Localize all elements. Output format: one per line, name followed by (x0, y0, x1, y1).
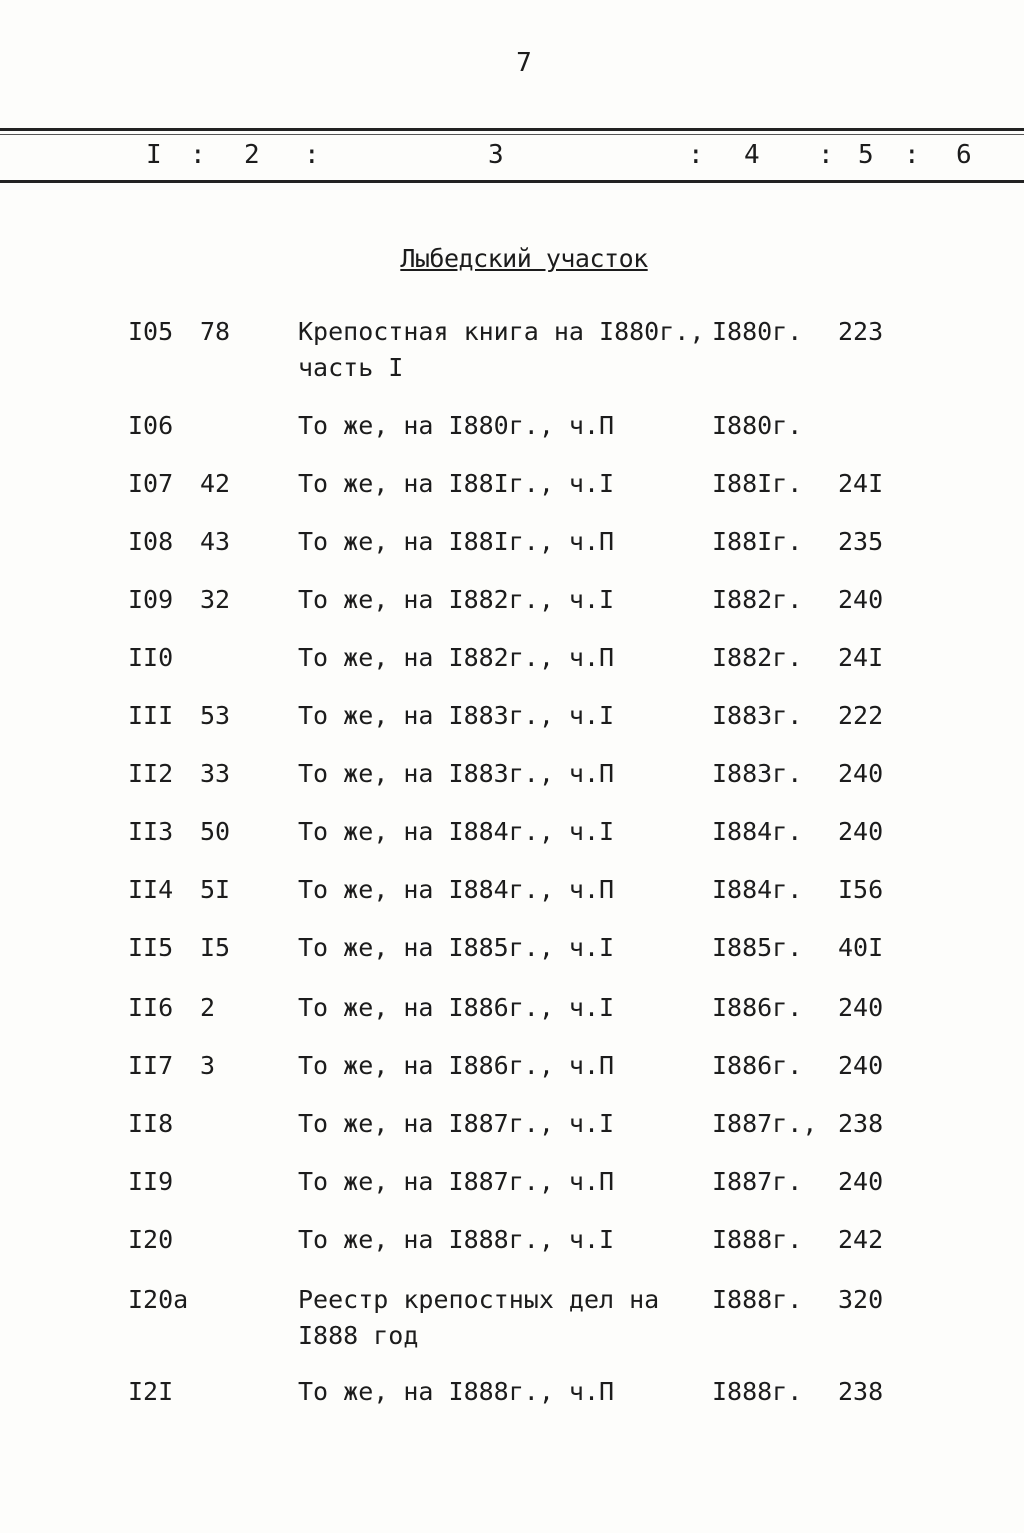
column-separator: : (190, 140, 206, 170)
item-date: I886г. (712, 1051, 803, 1080)
column-separator: : (904, 140, 920, 170)
header-top-rule (0, 128, 1024, 131)
item-number: II5 (128, 933, 174, 962)
column-separator: : (818, 140, 834, 170)
item-title (298, 1222, 614, 1258)
item-title-line: То же, на I884г., ч.I (298, 817, 615, 846)
item-title-line: То же, на I886г., ч.П (298, 1051, 615, 1080)
item-title (298, 640, 614, 676)
item-title-line: То же, на I884г., ч.П (298, 875, 615, 904)
old-number: 50 (200, 817, 231, 846)
column-header-6: 6 (956, 140, 972, 170)
column-separator: : (304, 140, 320, 170)
sheet-count: 240 (838, 585, 884, 614)
old-number: 43 (200, 527, 231, 556)
item-title-line: То же, на I888г., ч.I (298, 1225, 615, 1254)
item-date: I880г. (712, 411, 803, 440)
sheet-count: 222 (838, 701, 884, 730)
old-number: 3 (200, 1051, 216, 1080)
item-title-line: То же, на I888г., ч.П (298, 1377, 615, 1406)
column-header-5: 5 (858, 140, 874, 170)
item-title (298, 1374, 614, 1410)
sheet-count: I56 (838, 875, 884, 904)
sheet-count: 240 (838, 1051, 884, 1080)
sheet-count: 238 (838, 1109, 884, 1138)
item-date: I883г. (712, 759, 803, 788)
item-title (298, 582, 614, 618)
item-number: II9 (128, 1167, 174, 1196)
item-number: I2I (128, 1377, 174, 1406)
old-number: 33 (200, 759, 231, 788)
sheet-count: 40I (838, 933, 884, 962)
sheet-count: 238 (838, 1377, 884, 1406)
item-title (298, 814, 614, 850)
item-date: I882г. (712, 585, 803, 614)
item-number: II8 (128, 1109, 174, 1138)
item-title-line: То же, на I887г., ч.П (298, 1167, 615, 1196)
item-date: I884г. (712, 875, 803, 904)
item-title (298, 1106, 614, 1142)
old-number: 32 (200, 585, 231, 614)
item-date: I885г. (712, 933, 803, 962)
item-title (298, 408, 614, 444)
item-title-line: То же, на I887г., ч.I (298, 1109, 615, 1138)
item-title (298, 756, 614, 792)
item-title (298, 314, 704, 386)
item-number: II3 (128, 817, 174, 846)
item-title-line: То же, на I885г., ч.I (298, 933, 615, 962)
item-date: I888г. (712, 1377, 803, 1406)
item-title-line: То же, на I880г., ч.П (298, 411, 615, 440)
column-header-4: 4 (744, 140, 760, 170)
item-title-line: То же, на I883г., ч.I (298, 701, 615, 730)
header-bottom-rule (0, 180, 1024, 183)
column-separator: : (688, 140, 704, 170)
item-number: II6 (128, 993, 174, 1022)
column-header-3: 3 (488, 140, 504, 170)
item-title-line: То же, на I883г., ч.П (298, 759, 615, 788)
item-title-line: То же, на I882г., ч.I (298, 585, 615, 614)
item-number: III (128, 701, 174, 730)
item-title-line: часть I (298, 353, 404, 382)
item-title (298, 524, 614, 560)
item-date: I888г. (712, 1285, 803, 1314)
sheet-count: 24I (838, 469, 884, 498)
item-date: I887г., (712, 1109, 818, 1138)
item-date: I880г. (712, 317, 803, 346)
item-number: II4 (128, 875, 174, 904)
sheet-count: 235 (838, 527, 884, 556)
item-title (298, 466, 614, 502)
sheet-count: 320 (838, 1285, 884, 1314)
item-number: I09 (128, 585, 174, 614)
item-date: I88Iг. (712, 469, 803, 498)
item-date: I88Iг. (712, 527, 803, 556)
sheet-count: 24I (838, 643, 884, 672)
item-number: I07 (128, 469, 174, 498)
sheet-count: 223 (838, 317, 884, 346)
old-number: 78 (200, 317, 231, 346)
sheet-count: 240 (838, 759, 884, 788)
item-title-line: Крепостная книга на I880г., (298, 317, 705, 346)
sheet-count: 240 (838, 1167, 884, 1196)
column-header-2: 2 (244, 140, 260, 170)
item-number: II7 (128, 1051, 174, 1080)
item-title-line: I888 год (298, 1321, 419, 1350)
item-title (298, 698, 614, 734)
item-title-line: Реестр крепостных дел на (298, 1285, 660, 1314)
item-date: I888г. (712, 1225, 803, 1254)
sheet-count: 240 (838, 817, 884, 846)
item-title-line: То же, на I88Iг., ч.I (298, 469, 615, 498)
old-number: 2 (200, 993, 216, 1022)
page-number: 7 (516, 48, 532, 78)
old-number: 5I (200, 875, 231, 904)
sheet-count: 240 (838, 993, 884, 1022)
column-header-1: I (146, 140, 162, 170)
sheet-count: 242 (838, 1225, 884, 1254)
section-title: Лыбедский участок (400, 244, 648, 273)
item-date: I883г. (712, 701, 803, 730)
item-number: I20а (128, 1285, 189, 1314)
item-title-line: То же, на I886г., ч.I (298, 993, 615, 1022)
item-title (298, 990, 614, 1026)
item-title-line: То же, на I882г., ч.П (298, 643, 615, 672)
item-number: II0 (128, 643, 174, 672)
item-title (298, 1164, 614, 1200)
item-date: I887г. (712, 1167, 803, 1196)
item-title (298, 930, 614, 966)
old-number: I5 (200, 933, 231, 962)
old-number: 42 (200, 469, 231, 498)
item-title-line: То же, на I88Iг., ч.П (298, 527, 615, 556)
header-top-rule-thin (0, 134, 1024, 135)
item-number: I08 (128, 527, 174, 556)
item-date: I882г. (712, 643, 803, 672)
item-title (298, 1048, 614, 1084)
item-number: I06 (128, 411, 174, 440)
item-number: I20 (128, 1225, 174, 1254)
item-number: I05 (128, 317, 174, 346)
item-date: I884г. (712, 817, 803, 846)
item-date: I886г. (712, 993, 803, 1022)
item-title (298, 872, 614, 908)
old-number: 53 (200, 701, 231, 730)
item-number: II2 (128, 759, 174, 788)
item-title (298, 1282, 659, 1354)
